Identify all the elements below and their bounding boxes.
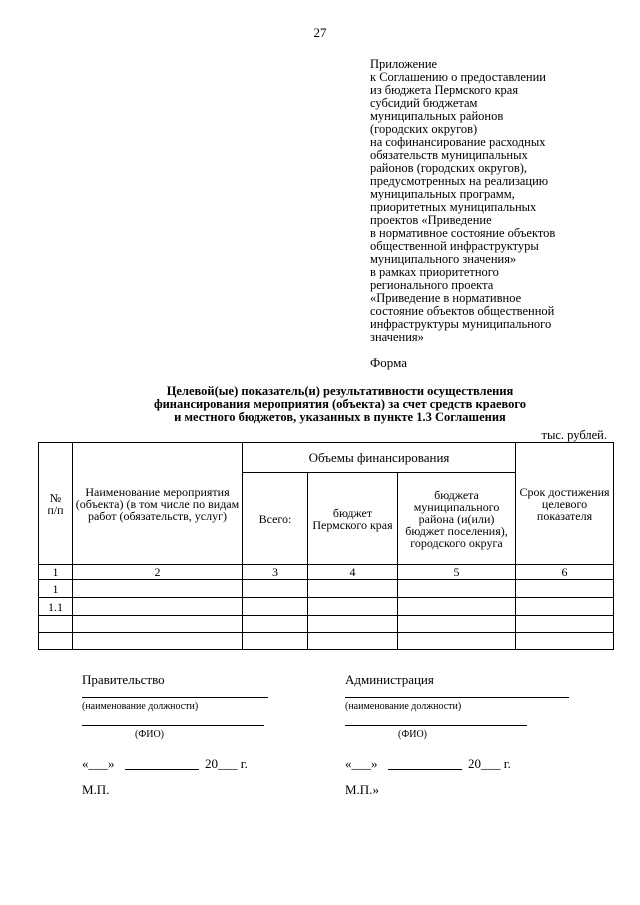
table-cell <box>516 598 614 616</box>
row-number: 1.1 <box>39 598 73 616</box>
table-row <box>39 633 614 650</box>
appendix-line: обязательств муниципальных <box>370 148 528 162</box>
table-cell <box>398 598 516 616</box>
table-cell <box>308 580 398 598</box>
title-line: финансирования мероприятия (объекта) за счет средств краевого <box>153 397 527 411</box>
table-cell <box>73 580 243 598</box>
appendix-line: общественной инфраструктуры <box>370 239 539 253</box>
appendix-line: регионального проекта <box>370 278 494 292</box>
header-local: бюджета муниципального района (и(или) бюджет поселения), городского округа <box>398 473 516 565</box>
right-position-hint: (наименование должности) <box>345 701 462 712</box>
left-position-hint: (наименование должности) <box>82 701 199 712</box>
col-number: 3 <box>243 565 308 580</box>
document-title <box>0 385 640 424</box>
left-month-line <box>125 769 199 770</box>
appendix-line: муниципального значения» <box>370 252 517 266</box>
col-number: 6 <box>516 565 614 580</box>
appendix-line: «Приведение в нормативное <box>370 291 522 305</box>
table-row <box>39 580 614 598</box>
left-date-year: 20___ г. <box>205 756 248 771</box>
row-number <box>39 633 73 650</box>
table-cell <box>398 580 516 598</box>
right-date-year: 20___ г. <box>468 756 511 771</box>
row-number: 1 <box>39 580 73 598</box>
appendix-line: из бюджета Пермского края <box>370 83 519 97</box>
table-cell <box>398 633 516 650</box>
table-cell <box>398 616 516 633</box>
appendix-line: районов (городских округов), <box>370 161 528 175</box>
right-position-line <box>345 697 569 698</box>
table-row <box>39 598 614 616</box>
appendix-line: инфраструктуры муниципального <box>370 317 552 331</box>
page-number: 27 <box>313 25 327 40</box>
appendix-line: приоритетных муниципальных <box>370 200 537 214</box>
left-fio-hint: (ФИО) <box>135 729 165 740</box>
right-fio-hint: (ФИО) <box>398 729 428 740</box>
left-fio-line <box>82 725 264 726</box>
col-number: 1 <box>39 565 73 580</box>
right-fio-line <box>345 725 527 726</box>
appendix-line: муниципальных программ, <box>370 187 515 201</box>
table-cell <box>516 616 614 633</box>
header-regional: бюджет Пермского края <box>308 473 398 565</box>
right-seal: М.П.» <box>345 782 379 797</box>
table-cell <box>308 598 398 616</box>
left-date-open: «___» <box>82 756 115 771</box>
appendix-heading <box>370 58 620 344</box>
indicators-table <box>38 442 614 650</box>
header-total: Всего: <box>243 473 308 565</box>
table-cell <box>308 616 398 633</box>
appendix-line: проектов «Приведение <box>370 213 492 227</box>
appendix-line: состояние объектов общественной <box>370 304 555 318</box>
right-date-open: «___» <box>345 756 378 771</box>
col-number: 4 <box>308 565 398 580</box>
title-line: и местного бюджетов, указанных в пункте 1.3 Соглашения <box>174 410 506 424</box>
appendix-line: на софинансирование расходных <box>370 135 546 149</box>
row-number <box>39 616 73 633</box>
units-label: тыс. рублей. <box>541 428 607 442</box>
left-seal: М.П. <box>82 782 110 797</box>
appendix-line: субсидий бюджетам <box>370 96 478 110</box>
appendix-line: муниципальных районов <box>370 109 504 123</box>
table-cell <box>516 633 614 650</box>
appendix-line: (городских округов) <box>370 122 478 136</box>
title-line: Целевой(ые) показатель(и) результативности осуществления <box>166 384 514 398</box>
appendix-line: к Соглашению о предоставлении <box>370 70 547 84</box>
table-cell <box>243 616 308 633</box>
right-org: Администрация <box>345 672 434 687</box>
table-cell <box>73 598 243 616</box>
header-volumes: Объемы финансирования <box>243 443 516 473</box>
table-cell <box>243 633 308 650</box>
appendix-line: Приложение <box>370 57 438 71</box>
left-position-line <box>82 697 268 698</box>
table-cell <box>243 580 308 598</box>
table-cell <box>73 616 243 633</box>
right-month-line <box>388 769 462 770</box>
table-cell <box>73 633 243 650</box>
table-row <box>39 616 614 633</box>
form-label: Форма <box>370 355 407 370</box>
header-no: № п/п <box>39 443 73 565</box>
header-deadline: Срок достижения целевого показателя <box>516 443 614 565</box>
col-number: 5 <box>398 565 516 580</box>
left-org: Правительство <box>82 672 165 687</box>
table-cell <box>308 633 398 650</box>
appendix-line: в нормативное состояние объектов <box>370 226 556 240</box>
col-number: 2 <box>73 565 243 580</box>
appendix-line: значения» <box>370 330 424 344</box>
table-cell <box>243 598 308 616</box>
appendix-line: в рамках приоритетного <box>370 265 499 279</box>
table-cell <box>516 580 614 598</box>
appendix-line: предусмотренных на реализацию <box>370 174 549 188</box>
header-name: Наименование мероприятия (объекта) (в том числе по видам работ (обязательств, услуг) <box>73 443 243 565</box>
